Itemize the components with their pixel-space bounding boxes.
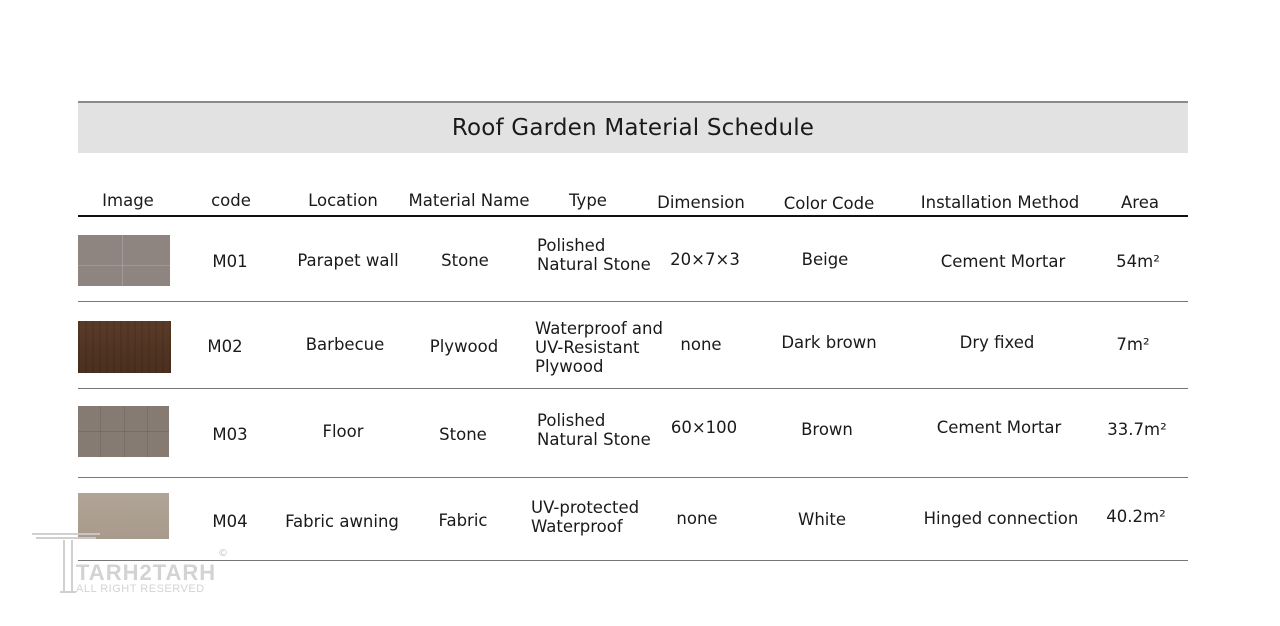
watermark-brand: TARH2TARH (76, 560, 217, 585)
cell-area: 54m² (1116, 252, 1160, 271)
table-row (78, 215, 1188, 302)
cell-type (537, 411, 651, 449)
header-dimension: Dimension (657, 193, 745, 212)
wood-swatch-icon (78, 321, 171, 373)
cell-dimension: none (676, 509, 718, 528)
schedule-title-bar (78, 101, 1188, 153)
header-image: Image (102, 191, 154, 210)
cell-type-line: UV-Resistant (535, 338, 640, 357)
cell-material-name: Plywood (429, 337, 499, 356)
cell-type-line: Waterproof and (535, 319, 663, 338)
cell-type-line: Plywood (535, 357, 604, 376)
header-type: Type (569, 191, 607, 210)
cell-code: M03 (212, 425, 248, 444)
header-color-code: Color Code (783, 194, 875, 213)
stone-swatch-icon (78, 235, 170, 286)
table-row (78, 389, 1188, 478)
cell-code: M01 (212, 252, 248, 271)
cell-color-code: Dark brown (781, 333, 877, 352)
cell-dimension: none (680, 335, 722, 354)
header-code: code (211, 191, 251, 210)
cell-material-name: Fabric (438, 511, 488, 530)
cell-location: Parapet wall (297, 251, 399, 270)
cell-area: 40.2m² (1106, 507, 1166, 526)
table-row (78, 302, 1188, 389)
cell-type-line: Waterproof (531, 517, 623, 536)
material-schedule (78, 101, 1188, 536)
cell-location: Barbecue (305, 335, 385, 354)
cell-type-line: Natural Stone (537, 430, 651, 449)
watermark-logo (30, 530, 240, 600)
cell-type (537, 236, 651, 274)
cell-color-code: Beige (801, 250, 849, 269)
cell-type-line: UV-protected (531, 498, 640, 517)
header-area: Area (1121, 193, 1159, 212)
cell-color-code: White (798, 510, 846, 529)
cell-installation-method: Cement Mortar (936, 418, 1062, 437)
table-header (78, 189, 1188, 217)
cell-type (531, 498, 639, 536)
floor-stone-swatch-icon (78, 406, 169, 457)
watermark-tagline: ALL RIGHT RESERVED (76, 583, 205, 595)
cell-dimension: 60×100 (670, 418, 738, 437)
cell-code: M04 (212, 512, 248, 531)
cell-type-line: Natural Stone (537, 255, 651, 274)
cell-installation-method: Dry fixed (959, 333, 1035, 352)
cell-dimension: 20×7×3 (670, 250, 740, 269)
cell-material-name: Stone (441, 251, 489, 270)
header-installation-method: Installation Method (920, 193, 1080, 212)
copyright-icon: © (218, 548, 228, 559)
cell-location: Floor (322, 422, 364, 441)
cell-area: 7m² (1116, 335, 1150, 354)
cell-location: Fabric awning (285, 512, 399, 531)
schedule-title: Roof Garden Material Schedule (451, 115, 815, 141)
cell-type-line: Polished (537, 411, 606, 430)
header-material-name: Material Name (408, 191, 530, 210)
cell-code: M02 (207, 337, 243, 356)
cell-installation-method: Cement Mortar (940, 252, 1066, 271)
cell-color-code: Brown (801, 420, 853, 439)
cell-installation-method: Hinged connection (923, 509, 1079, 528)
table-row (78, 478, 1188, 561)
cell-type (535, 319, 663, 376)
cell-type-line: Polished (537, 236, 606, 255)
header-location: Location (308, 191, 378, 210)
cell-area: 33.7m² (1107, 420, 1167, 439)
cell-material-name: Stone (439, 425, 487, 444)
